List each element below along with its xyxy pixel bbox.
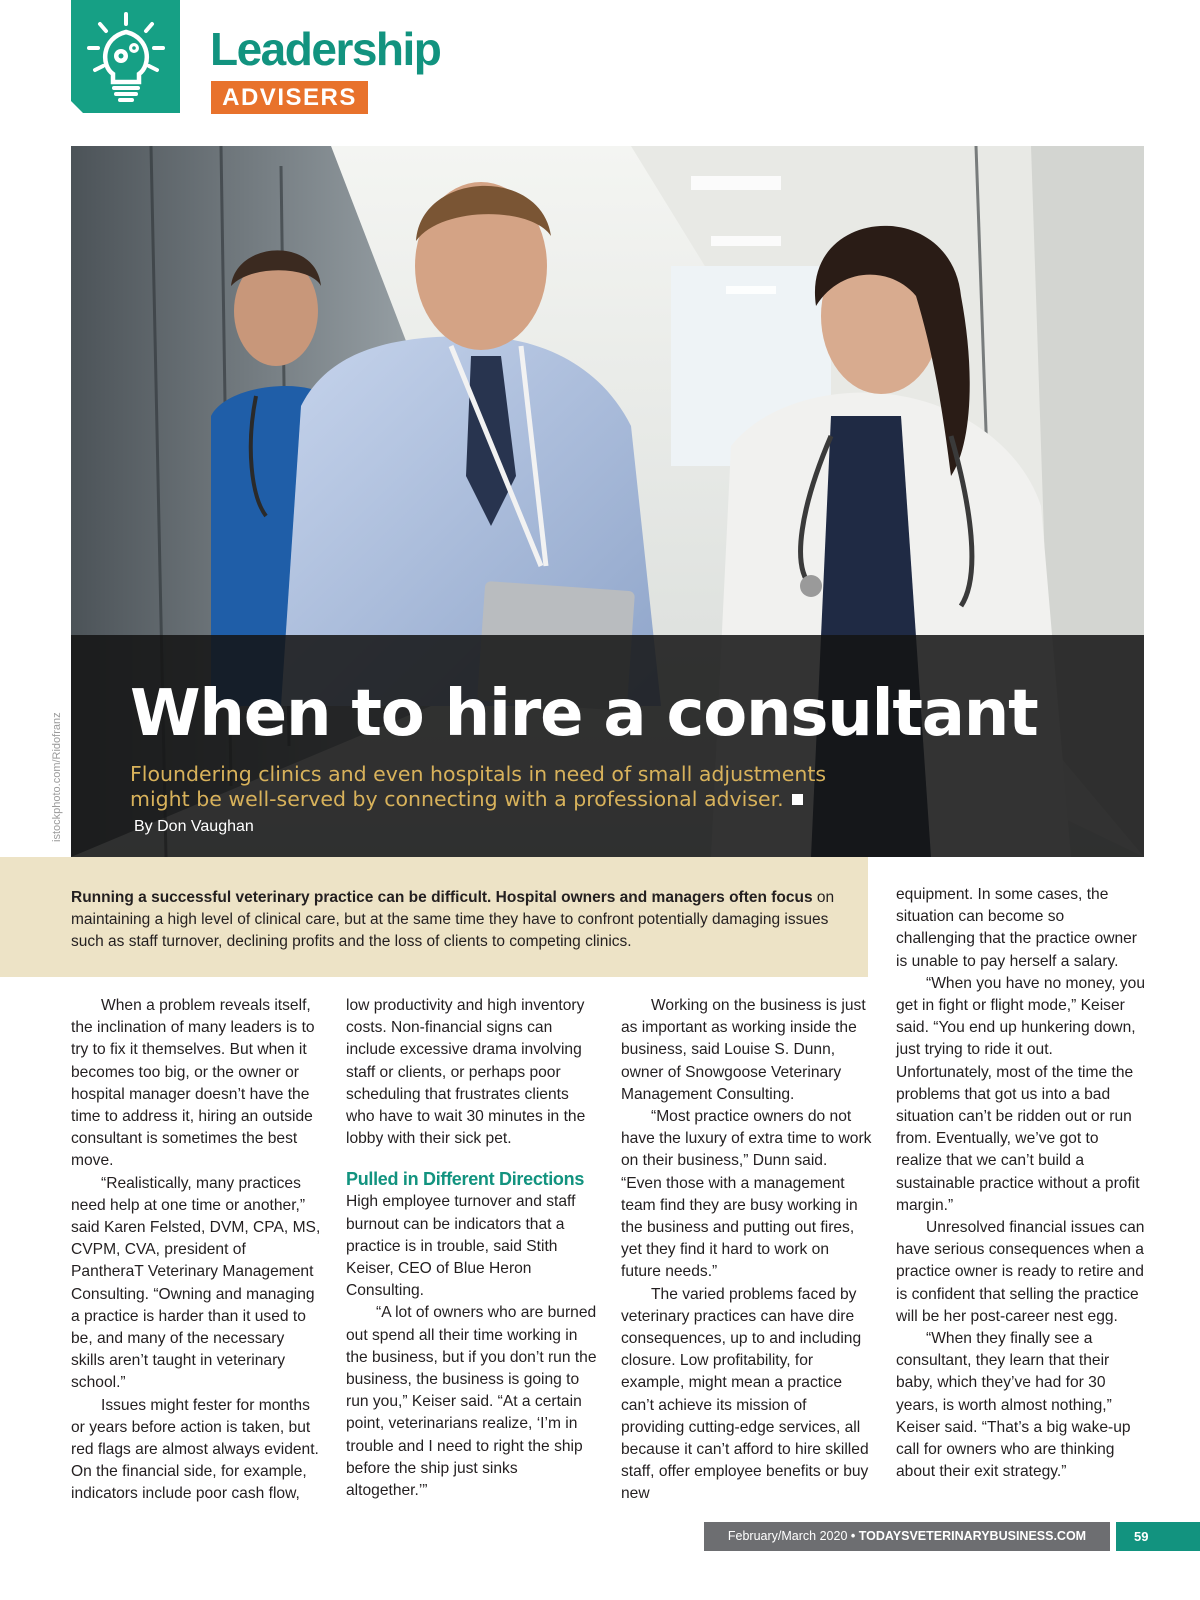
paragraph: low productivity and high inventory costs. Non-financial signs can include excessive drama involving staff or clients, or perhaps poor scheduling that frustrates clients who have to wait 30 minutes in the lobby with their sick pet. [346, 997, 586, 1148]
hero-photo [71, 146, 1144, 857]
article-column-4 [896, 884, 1147, 1483]
headline: When to hire a consultant [130, 677, 1038, 751]
paragraph: High employee turnover and staff burnout can be indicators that a practice is in trouble, said Stith Keiser, CEO of Blue Heron Consulting. [346, 1193, 576, 1300]
intro-lead-bold: Running a successful veterinary practice can be difficult. Hospital owners and managers often focus [71, 889, 813, 906]
photo-credit: istockphoto.com/Ridofranz [51, 712, 63, 842]
paragraph: “A lot of owners who are burned out spend all their time working in the business, but if you don’t run the business, the business is going to run you,” Keiser said. “At a certain point, veterinarians realize, ‘I’m in trouble and I need to right the ship before the ship just sinks altogether.’” [346, 1304, 597, 1500]
paragraph: Unresolved financial issues can have serious consequences when a practice owner is ready to retire and is confident that selling the practice will be her post-career nest egg. [896, 1219, 1145, 1325]
intro-lead-rest: on maintaining a high level of clinical care, but at the same time they have to confront potentially damaging issues such as staff turnover, declining profits and the loss of clients to competing clinics. [71, 889, 835, 950]
paragraph: Issues might fester for months or years before action is taken, but red flags are almost always evident. On the financial side, for example, indicators include poor cash flow, [71, 1396, 319, 1503]
intro-paragraph [71, 887, 851, 953]
article-column-3 [621, 995, 872, 1506]
deck [130, 762, 890, 839]
article-column-2 [346, 995, 597, 1502]
section-tag: ADVISERS [211, 81, 368, 114]
deck-text: Floundering clinics and even hospitals in need of small adjustments might be well-served by connecting with a professional adviser. [130, 762, 827, 811]
footer-issue: February/March 2020 [727, 1529, 848, 1543]
footer-website: TODAYSVETERINARYBUSINESS.COM [858, 1529, 1087, 1543]
paragraph: “When you have no money, you get in fight or flight mode,” Keiser said. “You end up hunkering down, just trying to ride it out. Unfortunately, most of the time the problems that got us into a bad situation can’t be ridden out or run from. Eventually, we’ve got to realize that we can’t build a sustainable practice without a profit margin.” [896, 974, 1146, 1214]
byline-square-icon [792, 794, 803, 805]
lightbulb-gears-icon [83, 8, 169, 104]
article-column-1 [71, 995, 322, 1506]
paragraph: When a problem reveals itself, the inclination of many leaders is to try to fix it themselves. But when it becomes too big, or the owner or hospital manager doesn’t have the time to address it, hiring an outside consultant is sometimes the best move. [71, 997, 315, 1170]
subhead: Pulled in Different Directions [346, 1169, 585, 1190]
paragraph: “Most practice owners do not have the luxury of extra time to work on their business,” Dunn said. “Even those with a management team find they are busy working in the business and putting out fires, yet they find it hard to work on future needs.” [621, 1108, 872, 1281]
footer-bar [704, 1522, 1110, 1551]
paragraph: Working on the business is just as important as working inside the business, said Louise S. Dunn, owner of Snowgoose Veterinary Management Consulting. [621, 997, 866, 1103]
byline: By Don Vaughan [134, 818, 254, 835]
page-number: 59 [1116, 1522, 1200, 1551]
paragraph: The varied problems faced by veterinary practices can have dire consequences, up to and including closure. Low profitability, for example, might mean a practice can’t achieve its mission of providing cutting-edge services, all because it can’t afford to hire skilled staff, offer employee benefits or buy new [621, 1285, 869, 1503]
paragraph: “When they finally see a consultant, they learn that their baby, which they’ve had for 30 years, is worth almost nothing,” Keiser said. “That’s a big wake-up call for owners who are thinking about their exit strategy.” [896, 1330, 1131, 1481]
footer-separator: • [847, 1529, 859, 1543]
paragraph: “Realistically, many practices need help at one time or another,” said Karen Felsted, DVM, CPA, MS, CVPM, CVA, president of PantheraT Veterinary Management Consulting. “Owning and managing a practice is harder than it used to be, and many of the necessary skills aren’t taught in veterinary school.” [71, 1174, 321, 1392]
paragraph: equipment. In some cases, the situation can become so challenging that the practice owner is unable to pay herself a salary. [896, 886, 1137, 970]
section-title: Leadership [210, 23, 441, 75]
section-badge [71, 0, 180, 113]
